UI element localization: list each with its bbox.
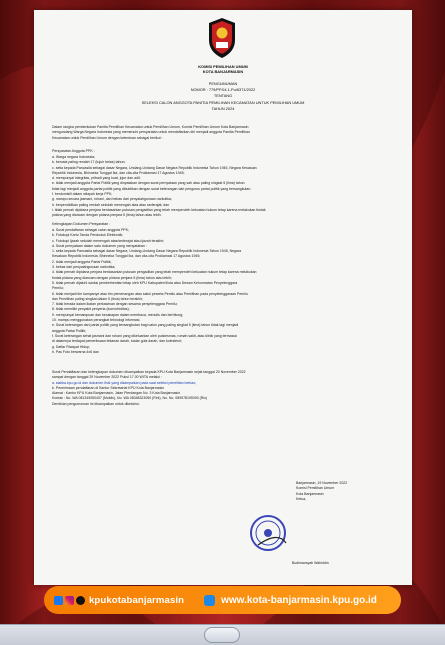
list-item: 4. tidak pernah dipidana penjara berdasarkan putusan pengadilan yang telah memperoleh kekuatan hukum tetap karena melakukan [52, 270, 257, 275]
list-item: b. berusia paling rendah 17 (tujuh belas) tahun; [52, 160, 126, 165]
list-item: 1. setia kepada Pancasila sebagai dasar Negara, Undang-Undang Dasar Negara Republik Indonesia Tahun 1945, Negara [52, 249, 242, 254]
taskbar [0, 624, 445, 645]
list-item: di dalamnya terdapat pemeriksaan tekanan darah, kadar gula darah, dan kolesterol; [52, 339, 182, 344]
list-item: Pemilu; [52, 286, 64, 291]
closing-line: Surat Pendaftaran dan kelengkapan dokumen disampaikan kepada KPU Kota Banjarmasin sejak tanggal 20 November 2022 [52, 370, 246, 374]
requirements-title: Persyaratan Anggota PPK : [52, 149, 95, 153]
intro-line: Dalam rangka pembentukan Panitia Pemilihan Kecamatan untuk Pemilihan Umum, Komisi Pemilihan Umum Kota Banjarmasin [52, 125, 249, 129]
website-url[interactable]: www.kota-banjarmasin.kpu.go.id [221, 594, 377, 606]
list-item: anggota Partai Politik; [52, 328, 87, 333]
intro-line: mengundang Warga Negara Indonesia yang memenuhi persyaratan untuk mendaftarkan diri menjadi anggota Panitia Pemilihan [52, 130, 250, 135]
document-type: PENGUMUMAN [208, 81, 238, 86]
documents-list [52, 228, 396, 355]
list-item: g. mampu secara jasmani, rohani, dan bebas dari penyalahgunaan narkotika; [52, 197, 172, 202]
registration-link[interactable]: a. siakba.kpu.go.id dan dokumen fisik yang disampaikan pada saat seleksi penelitian berkas; [52, 380, 196, 385]
signature-block [296, 481, 347, 502]
home-button[interactable] [204, 627, 240, 643]
closing-paragraph [52, 370, 396, 407]
tiktok-icon[interactable] [76, 596, 85, 605]
signature-city: Kota Banjarmasin [296, 491, 324, 496]
list-item: 6. tidak menjadi tim kampanye atau tim pemenangan atau saksi peserta Pemilu atau Pemilihan pada penyelenggaraan Pemilu [52, 291, 248, 296]
list-item: 7. tidak berada dalam ikatan perkawinan dengan sesama penyelenggara Pemilu; [52, 302, 178, 307]
list-item: i. tidak pernah dipidana penjara berdasarkan putusan pengadilan yang telah memperoleh kekuatan hukum tetap karena melakukan tindak [52, 207, 266, 212]
list-item: a. Surat pendaftaran sebagai calon anggota PPK; [52, 228, 130, 232]
closing-line: Alamat : Kantor KPU Kota Banjarmasin, Jalan Pierdangan No. 3 Kota Banjarmasin [52, 391, 181, 396]
list-item: 10. mampu menggunakan perangkat teknologi informasi. [52, 318, 141, 323]
list-item: d. Surat pernyataan dalam satu dokumen yang menyatakan : [52, 243, 147, 248]
list-item: g. Daftar Riwayat Hidup; [52, 344, 90, 349]
org-name-line1: KOMISI PEMILIHAN UMUM [198, 64, 248, 69]
intro-line: Kecamatan untuk Pemilihan Umum dengan ketentuan sebagai berikut : [52, 135, 163, 140]
list-item: 5. tidak pernah dijatuhi sanksi pemberhentian tetap oleh KPU Kabupaten/Kota atau Dewan Kehormatan Penyelenggara [52, 280, 238, 285]
documents-title: Kelengkapan Dokumen Persyaratan : [52, 222, 111, 226]
document-year: TAHUN 2024 [211, 106, 235, 111]
closing-line: sampai dengan tanggal 29 November 2022 Pukul 17.00 WITA melalui : [52, 375, 162, 380]
list-item: d. mempunyai integritas, pribadi yang kuat, jujur dan adil; [52, 176, 141, 181]
document-number: NOMOR : 779/PP.04.1-Pu/6371/2022 [190, 87, 256, 92]
signatory-name: Budimansyah Wahiddin [292, 561, 329, 565]
document-title: SELEKSI CALON ANGGOTA PANITIA PEMILIHAN KECAMATAN UNTUK PEMILIHAN UMUM [141, 100, 305, 105]
signature-place-date: Banjarmasin, 19 November 2022 [296, 481, 348, 485]
signature-role: Ketua, [296, 496, 307, 501]
list-item: tidak lagi menjadi anggota partai politik yang dibuktikan dengan surat keterangan dari pengurus partai politik yang bersangkutan. [52, 186, 252, 191]
org-name-line2: KOTA BANJARMASIN [202, 69, 244, 74]
list-item: c. setia kepada Pancasila sebagai dasar Negara, Undang-Undang Dasar Negara Republik Indonesia Tahun 1945, Negara Kesatuan [52, 165, 257, 170]
kpu-logo [206, 16, 238, 60]
globe-icon [204, 595, 215, 606]
footer-banner [44, 586, 401, 614]
list-item: b. Fotokopi Kartu Tanda Penduduk Elektronik; [52, 233, 124, 238]
signature-office: Komisi Pemilihan Umum [296, 486, 335, 491]
tentang-label: TENTANG [213, 93, 233, 98]
list-item: h. Pas Foto berwarna 4x6 dan [52, 349, 99, 354]
list-item: Kesatuan Republik Indonesia, Bhinneka Tunggal Ika, dan cita-cita Proklamasi 17 Agustus 1945; [52, 254, 201, 259]
list-item: 8. tidak memiliki penyakit penyerta (komorbiditas); [52, 307, 130, 312]
website-link[interactable] [204, 595, 377, 606]
closing-line: b. Penerimaan pendaftaran di Kantor Sekretariat KPU Kota Banjarmasin [52, 385, 165, 390]
intro-paragraph [52, 125, 396, 141]
list-item: h. berpendidikan paling rendah sekolah menengah atas atau sederajat; dan [52, 202, 170, 207]
list-item: a. Warga negara Indonesia; [52, 155, 96, 159]
announcement-document [34, 10, 412, 585]
list-item: Republik Indonesia, Bhinneka Tunggal Ika, dan cita-cita Proklamasi 17 Agustus 1945; [52, 170, 185, 175]
closing-line: Demikian pengumuman ini disampaikan untuk diketahui. [52, 401, 140, 406]
list-item: f. Surat keterangan sehat jasmani dan rohani yang dikeluarkan oleh puskesmas, rumah sakit, atau klinik yang termasuk [52, 333, 238, 338]
closing-line: Kontak : No. WA 081349050407 (Muklis), No. WA 08348323050 (Rini), No. No. 089578195390 (Rio) [52, 396, 208, 401]
facebook-icon[interactable] [54, 596, 63, 605]
list-item: 3. bebas dari penyalahgunaan narkotika; [52, 265, 116, 270]
list-item: c. Fotokopi ijazah sekolah menengah atas/sederajat atau ijazah terakhir; [52, 238, 165, 243]
list-item: f. berdomisili dalam wilayah kerja PPK; [52, 192, 113, 197]
list-item: pidana yang diancam dengan pidana penjara 5 (lima) tahun atau lebih. [52, 213, 162, 218]
social-handle[interactable]: kpukotabanjarmasin [89, 594, 185, 606]
list-item: tindak pidana yang diancam dengan pidana penjara 5 (lima) tahun atau lebih; [52, 275, 172, 280]
list-item: 2. tidak menjadi anggota Partai Politik; [52, 259, 112, 264]
list-item: 9. mempunyai kemampuan dan kecakapan dalam membaca, menulis dan berhitung; [52, 312, 184, 317]
list-item: e. tidak menjadi anggota Partai Politik yang dinyatakan dengan surat pernyataan yang sah atau paling singkat 5 (lima) tahun [52, 181, 245, 186]
social-links[interactable] [54, 595, 184, 606]
official-stamp [248, 513, 288, 553]
list-item: dan Pemilihan paling singkat dalam 5 (lima) tahun terakhir; [52, 296, 144, 301]
list-item: e. Surat keterangan dari partai politik yang bersangkutan bagi calon yang paling singkat 5 (lima) tahun tidak lagi menjadi [52, 323, 239, 328]
instagram-icon[interactable] [65, 596, 74, 605]
requirements-list [52, 155, 396, 219]
